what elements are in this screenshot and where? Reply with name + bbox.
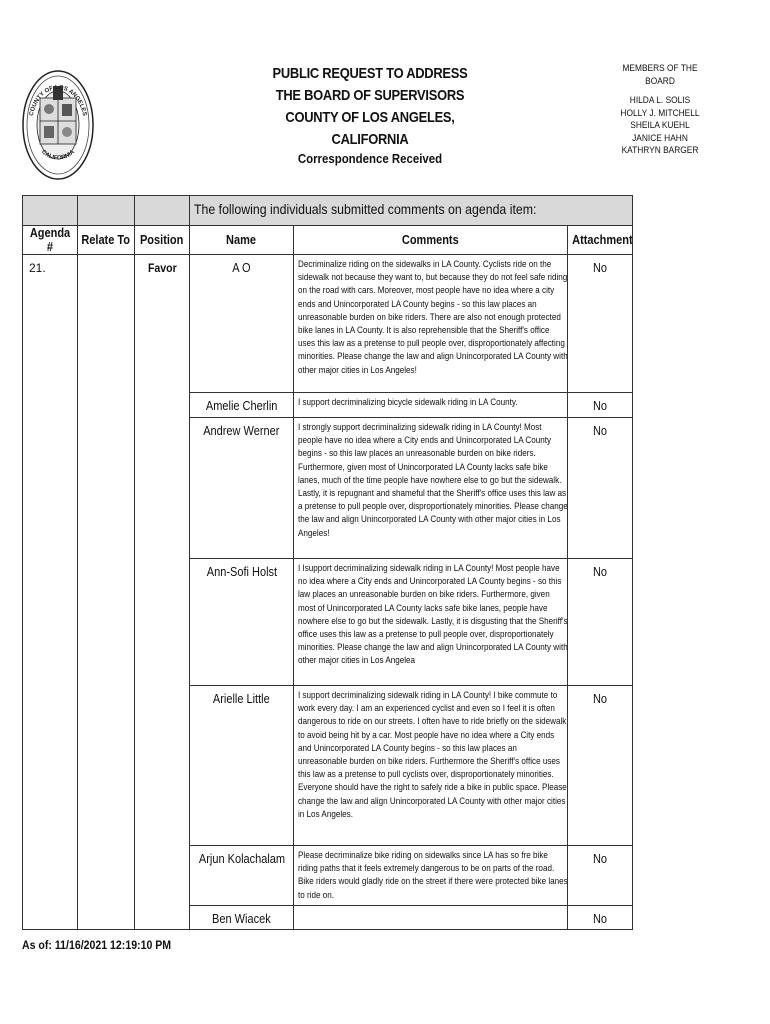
comment-cell [294, 905, 568, 929]
caption-spacer [135, 196, 190, 226]
table-caption: The following individuals submitted comments on agenda item: [190, 196, 633, 226]
comment-cell: I strongly support decriminalizing sidewalk riding in LA County! Most people have no idea where a City ends and Unincorporated LA County begins - so this law places an unreasonable burden on bike riders. Furthermore, given most of Unincorporated LA County lacks safe bike lanes, much of the time people have nowhere else to go but the sidewalk. Lastly, it is repugnant and shameful that the Sheriff's office uses this law as a pretense to pull people over, disproportionately minorities. Please change the law and align Unincorporated LA County with other major cities in Los Angeles! [294, 418, 568, 559]
board-member: HOLLY J. MITCHELL [620, 107, 700, 119]
attachment-cell: No [568, 905, 633, 929]
board-member: SHEILA KUEHL [630, 120, 690, 131]
attachment-cell: No [568, 255, 633, 393]
attachment-cell: No [568, 559, 633, 686]
column-header-name: Name [190, 226, 294, 255]
seal-text-top: COUNTY OF LOS ANGELES [28, 84, 88, 117]
name-cell: A O [190, 255, 294, 393]
board-members [607, 63, 713, 158]
table-row [23, 255, 633, 393]
name-cell: Ben Wiacek [190, 905, 294, 929]
comment-cell: I support decriminalizing bicycle sidewalk riding in LA County. [294, 393, 568, 418]
name-cell: Amelie Cherlin [190, 393, 294, 418]
name-cell: Arjun Kolachalam [190, 846, 294, 906]
caption-spacer [23, 196, 78, 226]
seal-text-bottom: CALIFORNIA [40, 149, 76, 162]
name-cell: Andrew Werner [190, 418, 294, 559]
attachment-cell: No [568, 846, 633, 906]
attachment-cell: No [568, 686, 633, 846]
correspondence-table [22, 195, 633, 930]
comment-cell: I Isupport decriminalizing sidewalk riding in LA County! Most people have no idea where a City ends and Unincorporated LA County begins - so this law places an unreasonable burden on bike riders. Furthermore, given most of Unincorporated LA County lacks safe bike lanes, people have nowhere else to go but the sidewalk. Lastly, it is disgusting that the Sheriff's office uses this law as a pretense to pull people over, disproportionately minorities. Please change the law and align Unincorporated LA County with other major cities in Los Angelea [294, 559, 568, 686]
comment-cell: Decriminalize riding on the sidewalks in LA County. Cyclists ride on the sidewalk not because they want to, but because they do not feel safe riding on the road with cars. Moreover, most people have no idea where a city ends and Unincorporated LA County begins - so this law places an unreasonable burden on bike riders. There are also not enough protected bike lanes in LA County. It is also reprehensible that the Sheriff's office uses this law as a pretense to pull people over, disproportionately affecting minorities. Please change the law and align Unincorporated LA County with other major cities in Los Angeles! [294, 255, 568, 393]
title-line-3: COUNTY OF LOS ANGELES, CALIFORNIA [285, 109, 455, 148]
header-row [23, 226, 633, 255]
caption-spacer [78, 196, 135, 226]
column-header-relate-to: Relate To [78, 226, 135, 255]
attachment-cell: No [568, 393, 633, 418]
caption-row [23, 196, 633, 226]
board-member: KATHRYN BARGER [621, 145, 699, 156]
relate-to-cell [78, 255, 135, 930]
title-line-2: THE BOARD OF SUPERVISORS [275, 87, 465, 104]
name-cell: Arielle Little [190, 686, 294, 846]
column-header-attachment: Attachment [568, 226, 633, 255]
name-cell: Ann-Sofi Holst [190, 559, 294, 686]
county-seal [22, 68, 94, 182]
board-member: HILDA L. SOLIS [629, 95, 691, 106]
title-line-1: PUBLIC REQUEST TO ADDRESS [272, 65, 468, 82]
comment-cell: I support decriminalizing sidewalk riding in LA County! I bike commute to work every day. I am an experienced cyclist and even so I feel it is often dangerous to ride on our streets. I often have to ride briefly on the sidewalk to avoid being hit by a car. Most people have no idea where a City ends and Unincorporated LA County begins - so this law places an unreasonable burden on bike riders. Furthermore the Sheriff's office uses this law as a pretense to pull cyclists over, disproportionately minorities. Everyone should have the right to safely ride a bike in public space. Please change the law and align Unincorporated LA County with other major cities in Los Angeles. [294, 686, 568, 846]
document-title [230, 63, 510, 151]
comment-cell: Please decriminalize bike riding on sidewalks since LA has so fre bike riding paths that it feels extremely dangerous to be on parts of the road. Bike riders would gladly ride on the street if there were protected bike lanes to ride on. [294, 846, 568, 906]
position-cell: Favor [135, 255, 190, 930]
column-header-position: Position [135, 226, 190, 255]
as-of-timestamp: As of: 11/16/2021 12:19:10 PM [22, 938, 172, 952]
agenda-number: 21. [23, 255, 78, 930]
board-member: JANICE HAHN [632, 132, 688, 144]
attachment-cell: No [568, 418, 633, 559]
document-subtitle: Correspondence Received [297, 151, 443, 166]
board-title: MEMBERS OF THE BOARD [622, 63, 698, 87]
column-header-agenda: Agenda # [23, 226, 78, 255]
column-header-comments: Comments [294, 226, 568, 255]
